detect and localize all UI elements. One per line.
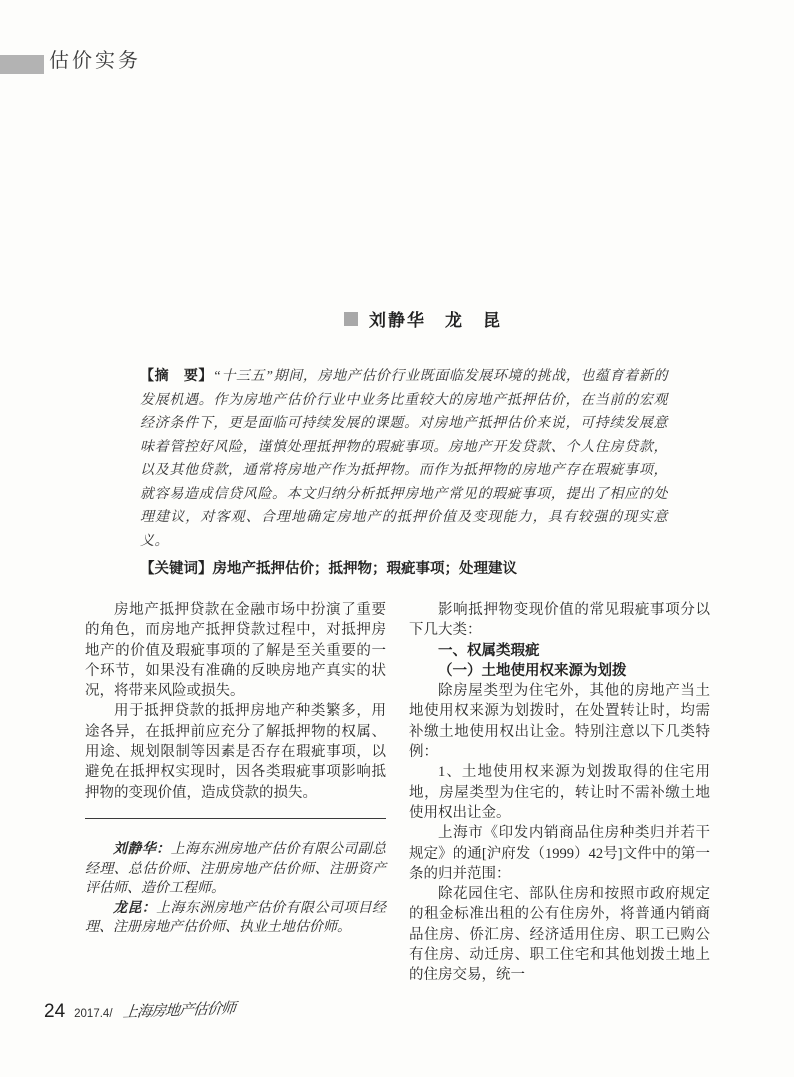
page-number: 24 <box>44 1001 66 1022</box>
author-bio-name: 龙昆： <box>113 900 157 916</box>
section-marker-bar <box>0 55 44 74</box>
section-label: 估价实务 <box>49 50 141 72</box>
section-heading: 一、权属类瑕疵 <box>438 642 540 659</box>
author-bio <box>85 899 386 938</box>
keywords-text: 房地产抵押估价；抵押物；瑕疵事项；处理建议 <box>212 561 517 577</box>
body-paragraph: 1、土地使用权来源为划拨取得的住宅用地，房屋类型为住宅的，转让时不需补缴土地使用权出让金。 <box>409 764 710 821</box>
body-paragraph: 用于抵押贷款的抵押房地产种类繁多，用途各异，在抵押前应充分了解抵押物的权属、用途、规划限制等因素是否存在瑕疵事项，以避免在抵押权实现时，因各类瑕疵事项影响抵押物的变现价值，造成贷款的损失。 <box>85 703 386 801</box>
right-column <box>409 600 710 986</box>
abstract-paragraph <box>140 364 668 553</box>
keywords-label: 【关键词】 <box>140 561 213 577</box>
author-bio-text: 上海东洲房地产估价有限公司项目经理、注册房地产估价师、执业土地估价师。 <box>85 900 387 936</box>
author-bio-text: 上海东洲房地产估价有限公司副总经理、总估价师、注册房地产估价师、注册资产评估师、造价工程师。 <box>85 841 387 897</box>
authors-names: 刘静华 龙 昆 <box>369 311 502 330</box>
page-footer <box>44 1001 234 1023</box>
subsection-heading: （一）土地使用权来源为划拨 <box>438 662 627 679</box>
left-column <box>85 600 386 938</box>
abstract-label: 【摘 要】 <box>140 367 214 383</box>
body-paragraph: 影响抵押物变现价值的常见瑕疵事项分以下几大类： <box>409 602 710 639</box>
body-paragraph: 房地产抵押贷款在金融市场中扮演了重要的角色，而房地产抵押贷款过程中，对抵押房地产的价值及瑕疵事项的了解是至关重要的一个环节，如果没有准确的反映房地产真实的状况，将带来风险或损失。 <box>85 602 386 700</box>
body-paragraph: 上海市《印发内销商品住房种类归并若干规定》的通[沪府发（1999）42号]文件中的第一条的归并范围： <box>409 825 710 882</box>
body-paragraph: 除房屋类型为住宅外，其他的房地产当土地使用权来源为划拨时，在处置转让时，均需补缴土地使用权出让金。特别注意以下几类特例： <box>409 683 710 761</box>
issue-label: 2017.4/ <box>74 1008 113 1020</box>
abstract-text: “十三五”期间，房地产估价行业既面临发展环境的挑战，也蕴育着新的发展机遇。作为房地产估价行业中业务比重较大的房地产抵押估价，在当前的宏观经济条件下，更是面临可持续发展的课题。对房地产抵押估价来说，可持续发展意味着管控好风险，谨慎处理抵押物的瑕疵事项。房地产开发贷款、个人住房贷款，以及其他贷款，通常将房地产作为抵押物。而作为抵押物的房地产存在瑕疵事项，就容易造成信贷风险。本文归纳分析抵押房地产常见的瑕疵事项，提出了相应的处理建议，对客观、合理地确定房地产的抵押价值及变现能力，具有较强的现实意义。 <box>140 369 668 549</box>
authors-row <box>344 306 502 331</box>
keywords-line <box>140 558 668 581</box>
author-marker-icon <box>344 312 358 326</box>
author-bio-name: 刘静华： <box>113 841 171 857</box>
body-paragraph: 除花园住宅、部队住房和按照市政府规定的租金标准出租的公有住房外，将普通内销商品住房、侨汇房、经济适用住房、职工已购公有住房、动迁房、职工住宅和其他划拨土地上的住房交易，统一 <box>409 886 710 984</box>
journal-name-calligraphy: 上海房地产估价师 <box>121 1001 236 1021</box>
author-bio-divider <box>85 818 386 819</box>
author-bio <box>85 840 386 899</box>
abstract-block <box>140 364 668 581</box>
